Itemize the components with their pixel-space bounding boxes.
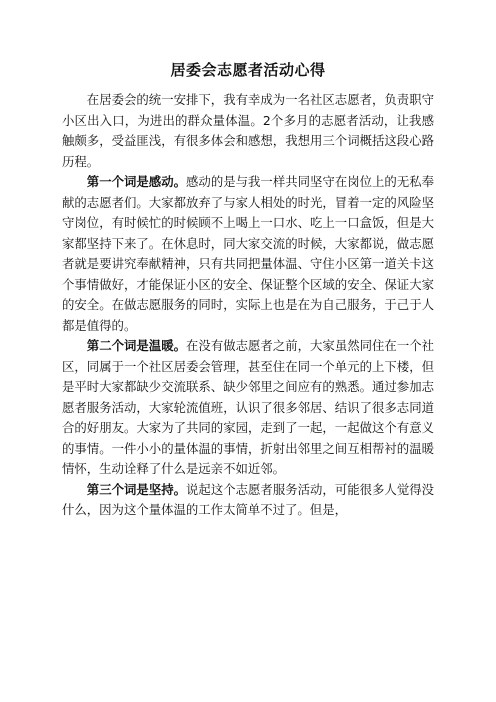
paragraph-lead: 第一个词是感动。: [86, 174, 187, 189]
paragraph-lead: 第二个词是温暖。: [86, 338, 187, 353]
paragraph-touched: [62, 172, 434, 336]
document-title: 居委会志愿者活动心得: [170, 61, 326, 79]
paragraph-lead: 第三个词是坚持。: [86, 481, 187, 497]
paragraph-text: 说起这个志愿者服务活动，可能很多人觉得没什么，因为这个量体温的工作太简单不过了。但是，: [62, 481, 435, 517]
paragraph-text: 感动的是与我一样共同坚守在岗位上的无私奉献的志愿者们。大家都放弃了与家人相处的时光，冒着一定的风险坚守岗位，有时候忙的时候顾不上喝上一口水、吃上一口盒饭，但是大家都坚持下来了。在休息时，同大家交流的时候，大家都说，做志愿者就是要讲究奉献精神，只有共同把量体温、守住小区第一道关卡这个事情做好，才能保证小区的安全、保证整个区域的安全、保证大家的安全。在做志愿服务的同时，实际上也是在为自己服务，于己于人都是值得的。: [62, 174, 435, 333]
paragraph-text: 在居委会的统一安排下，我有幸成为一名社区志愿者，负责职守小区出入口，为进出的群众量体温。2个多月的志愿者活动，让我感触颇多，受益匪浅，有很多体会和感想，我想用三个词概括这段心路历程。: [62, 92, 434, 169]
document-page: [62, 60, 434, 521]
paragraph-warmth: [62, 336, 434, 480]
paragraph-intro: [62, 90, 434, 172]
paragraph-persistence: [62, 480, 434, 521]
paragraph-text: 在没有做志愿者之前，大家虽然同住在一个社区，同属于一个社区居委会管理，甚至住在同一个单元的上下楼，但是平时大家都缺少交流联系、缺少邻里之间应有的熟悉。通过参加志愿者服务活动，大家轮流值班，认识了很多邻居、结识了很多志同道合的好朋友。大家为了共同的家园，走到了一起，一起做这个有意义的事情。一件小小的量体温的事情，折射出邻里之间互相帮衬的温暖情怀，生动诠释了什么是远亲不如近邻。: [62, 338, 435, 476]
